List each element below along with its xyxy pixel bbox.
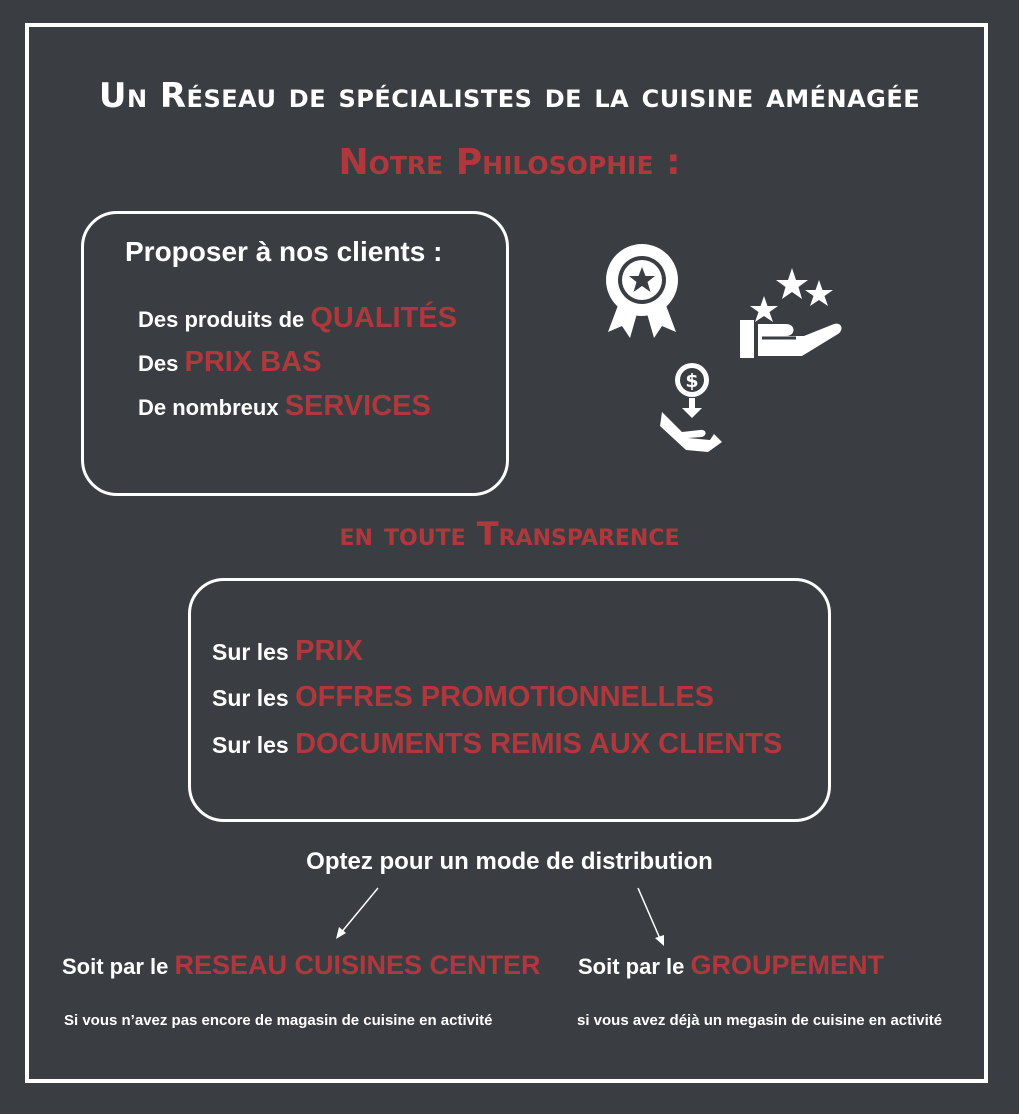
transparency-highlight: DOCUMENTS REMIS AUX CLIENTS [295, 728, 783, 760]
option-prefix: Soit par le [62, 954, 169, 979]
value-prefix: Des [138, 351, 179, 376]
transparency-prefix: Sur les [212, 732, 289, 758]
option-grouping [578, 950, 884, 981]
distribution-heading: Optez pour un mode de distribution [306, 848, 713, 875]
page-title: Un Réseau de spécialistes de la cuisine aménagée [98, 76, 921, 116]
value-prefix: Des produits de [138, 307, 305, 332]
option-grouping-note: si vous avez déjà un megasin de cuisine en activité [577, 1012, 943, 1029]
transparency-prefix: Sur les [212, 639, 289, 665]
transparency-prefix: Sur les [212, 685, 289, 711]
arrow-left-icon [336, 888, 378, 939]
value-prefix: De nombreux [138, 395, 279, 420]
arrow-right-icon [638, 888, 664, 946]
transparency-highlight: OFFRES PROMOTIONNELLES [295, 681, 715, 713]
values-heading: Proposer à nos clients : [125, 236, 443, 267]
option-network [62, 950, 541, 981]
svg-text:$: $ [685, 370, 699, 392]
value-highlight: QUALITÉS [310, 302, 457, 334]
value-highlight: SERVICES [284, 390, 431, 422]
transparency-heading: en toute Transparence [339, 515, 680, 553]
philosophy-heading: Notre Philosophie : [338, 142, 681, 183]
option-prefix: Soit par le [578, 954, 685, 979]
option-highlight: RESEAU CUISINES CENTER [174, 950, 541, 980]
option-network-note: Si vous n’avez pas encore de magasin de cuisine en activité [64, 1012, 493, 1029]
value-highlight: PRIX BAS [184, 346, 322, 378]
transparency-highlight: PRIX [295, 635, 363, 667]
option-highlight: GROUPEMENT [690, 950, 884, 980]
